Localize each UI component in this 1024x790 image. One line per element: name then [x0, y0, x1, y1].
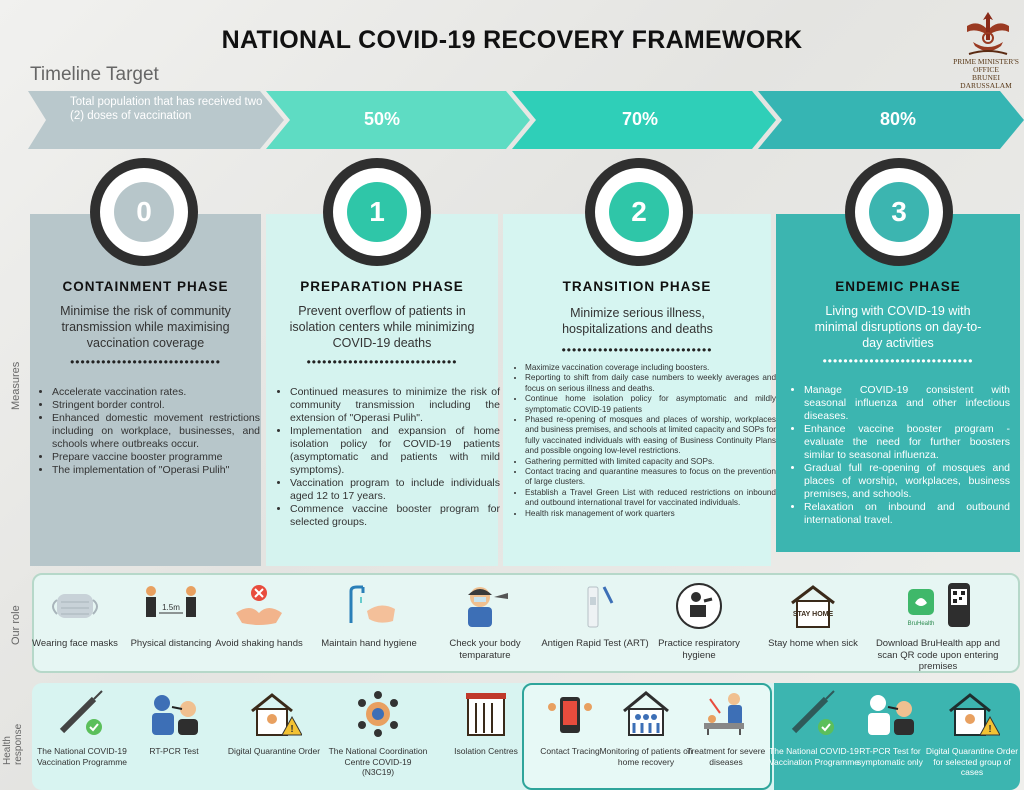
phase-number-1: 1	[347, 182, 407, 242]
no-handshake-icon	[204, 582, 314, 630]
role-label: Physical distancing	[130, 638, 212, 649]
role-item-hand-hygiene	[314, 582, 424, 650]
timeline-target-70: 70%	[621, 109, 659, 129]
role-label: Download BruHealth app and scan QR code upon entering premises	[875, 638, 1001, 672]
role-item-no-handshake	[204, 582, 314, 650]
measure-item: • Commence vaccine booster program for selected groups.	[290, 503, 500, 529]
measure-item: • Enhanced domestic movement restrictions including on workplace, businesses, and schools where outbreaks occur.	[52, 412, 260, 451]
measure-item: • Prepare vaccine booster programme	[52, 451, 260, 464]
distancing-tag: 1.5m	[162, 603, 180, 612]
measure-item: • Contact tracing and quarantine measures to focus on the prevention of large clusters.	[525, 467, 776, 488]
face-mask-icon	[20, 582, 130, 630]
phase-circle-0	[90, 158, 198, 266]
measure-item: • Accelerate vaccination rates.	[52, 386, 260, 399]
measure-item: • Manage COVID-19 consistent with seasonal influenza and other infectious diseases.	[804, 384, 1010, 423]
health-label: The National COVID-19 Vaccination Programme	[768, 746, 860, 767]
health-label: The National Coordination Centre COVID-19 (N3C19)	[328, 746, 428, 777]
health-label: Contact Tracing	[540, 746, 600, 756]
divider-dots-0: •••••••••••••••••••••••••••••	[70, 355, 221, 369]
measures-list-1	[276, 386, 500, 529]
measure-item: • Reporting to shift from daily case numbers to weekly averages and focus on serious illness and deaths.	[525, 373, 776, 394]
health-item-quarantine	[224, 688, 324, 757]
role-label: Wearing face masks	[32, 638, 118, 649]
measure-item: • Vaccination program to include individuals aged 12 to 17 years.	[290, 477, 500, 503]
role-label: Maintain hand hygiene	[321, 638, 417, 649]
measure-item: • Establish a Travel Green List with reduced restrictions on inbound and outbound international travel for vaccinated individuals.	[525, 488, 776, 509]
phase-desc-2: Minimize serious illness, hospitalizations and deaths	[562, 306, 713, 336]
measure-item: • The implementation of "Operasi Pulih"	[52, 464, 260, 477]
measure-item: • Relaxation on inbound and outbound international travel.	[804, 501, 1010, 527]
health-item-rtpcr	[124, 688, 224, 757]
side-label-our-role: Our role	[10, 605, 22, 645]
page-title: NATIONAL COVID-19 RECOVERY FRAMEWORK	[221, 26, 803, 54]
hospital-bed-icon	[676, 688, 776, 740]
stay-home-icon	[758, 582, 868, 630]
measure-item: • Continued measures to minimize the risk of community transmission including the extension of "Operasi Pulih".	[290, 386, 500, 425]
measure-item: • Gathering permitted with limited capacity and SOPs.	[525, 457, 776, 467]
phase-title-3: ENDEMIC PHASE	[835, 279, 961, 294]
phase-title-0: CONTAINMENT PHASE	[62, 279, 229, 294]
phase-number-3: 3	[869, 182, 929, 242]
role-item-face-mask	[20, 582, 130, 650]
role-item-art	[540, 582, 650, 650]
role-item-stay-home	[758, 582, 868, 650]
timeline-target-50: 50%	[363, 109, 401, 129]
side-label-health: Health response	[2, 723, 24, 765]
phase-number-0: 0	[114, 182, 174, 242]
phase-desc-3: Living with COVID-19 with minimal disruptions on day-to-day activities	[814, 304, 982, 350]
measure-item: • Maximize vaccination coverage including boosters.	[525, 363, 776, 373]
bruhealth-icon	[868, 582, 1008, 630]
health-label: RT-PCR Test for symptomatic only	[857, 746, 923, 767]
phase-circle-2	[585, 158, 693, 266]
svg-text:!: !	[290, 724, 294, 735]
measure-item: • Phased re-opening of mosques and places of worship, workplaces and business premises, and schools at limited capacity and SOPs for fully vaccinated individuals with easing of Business Continuity Plans and possible ongoing low-level restrictions.	[525, 415, 776, 457]
divider-dots-2: •••••••••••••••••••••••••••••	[561, 343, 713, 357]
thermometer-icon	[430, 582, 540, 630]
timeline-target-80: 80%	[879, 109, 917, 129]
divider-dots-1: •••••••••••••••••••••••••••••	[306, 355, 458, 369]
measure-item: • Gradual full re-opening of mosques and places of worship, workplaces, business premises, and schools.	[804, 462, 1010, 501]
divider-dots-3: •••••••••••••••••••••••••••••	[822, 354, 974, 368]
health-item-vaccination	[32, 688, 132, 767]
stay-home-tag: STAY HOME	[792, 611, 834, 618]
phase-desc-1: Prevent overflow of patients in isolation centers while minimizing COVID-19 deaths	[289, 304, 475, 350]
role-item-bruhealth	[868, 582, 1008, 673]
phase-number-2: 2	[609, 182, 669, 242]
role-item-respiratory	[644, 582, 754, 661]
measure-item: • Continue home isolation policy for asymptomatic and mildly symptomatic COVID-19 patients	[525, 394, 776, 415]
role-label: Practice respiratory hygiene	[658, 638, 740, 661]
timeline-label: Timeline Target	[30, 64, 159, 85]
health-item-quarantine-endemic	[922, 688, 1022, 778]
health-label: Treatment for severe diseases	[686, 746, 766, 767]
role-label: Check your body temparature	[449, 638, 521, 661]
role-item-temperature	[430, 582, 540, 661]
health-label: The National COVID-19 Vaccination Programme	[36, 746, 128, 767]
measures-list-0	[38, 386, 260, 477]
bruhealth-tag: BruHealth	[907, 621, 935, 627]
role-label: Avoid shaking hands	[215, 638, 303, 649]
measure-item: • Stringent border control.	[52, 399, 260, 412]
syringe-icon	[32, 688, 132, 740]
side-label-measures: Measures	[10, 361, 22, 410]
sneeze-icon	[644, 582, 754, 630]
svg-text:!: !	[988, 724, 992, 735]
health-item-n3c19	[328, 688, 428, 778]
phase-title-1: PREPARATION PHASE	[300, 279, 464, 294]
test-kit-icon	[540, 582, 650, 630]
measure-item: • Health risk management of work quarters	[525, 509, 776, 519]
health-label: Digital Quarantine Order	[227, 746, 321, 756]
phase-title-2: TRANSITION PHASE	[562, 279, 712, 294]
coordination-icon	[328, 688, 428, 740]
logo-line-2: BRUNEI DARUSSALAM	[960, 73, 1012, 90]
quarantine-house-icon	[922, 688, 1022, 740]
hand-wash-icon	[314, 582, 424, 630]
phase-circle-1	[323, 158, 431, 266]
measures-list-2	[511, 363, 776, 519]
phase-desc-0: Minimise the risk of community transmission while maximising vaccination coverage	[60, 304, 231, 350]
phase-circle-3	[845, 158, 953, 266]
health-label: RT-PCR Test	[149, 746, 199, 756]
health-label: Isolation Centres	[454, 746, 518, 756]
health-item-treatment	[676, 688, 776, 767]
role-label: Antigen Rapid Test (ART)	[541, 638, 649, 649]
quarantine-house-icon	[224, 688, 324, 740]
measures-list-3	[790, 384, 1010, 527]
health-label: Monitoring of patients on home recovery	[599, 746, 693, 767]
logo-caption	[948, 58, 1024, 90]
measure-item: • Enhance vaccine booster program - evaluate the need for further boosters similar to seasonal influenza.	[804, 423, 1010, 462]
health-label: Digital Quarantine Order for selected group of cases	[925, 746, 1019, 777]
measure-item: • Implementation and expansion of home isolation policy for COVID-19 patients (asymptomatic and patients with mild symptoms).	[290, 425, 500, 477]
timeline-target-0: Total population that has received two (2) doses of vaccination	[70, 96, 263, 122]
role-label: Stay home when sick	[768, 638, 858, 649]
logo-line-1: PRIME MINISTER'S OFFICE	[953, 57, 1019, 74]
swab-test-icon	[124, 688, 224, 740]
